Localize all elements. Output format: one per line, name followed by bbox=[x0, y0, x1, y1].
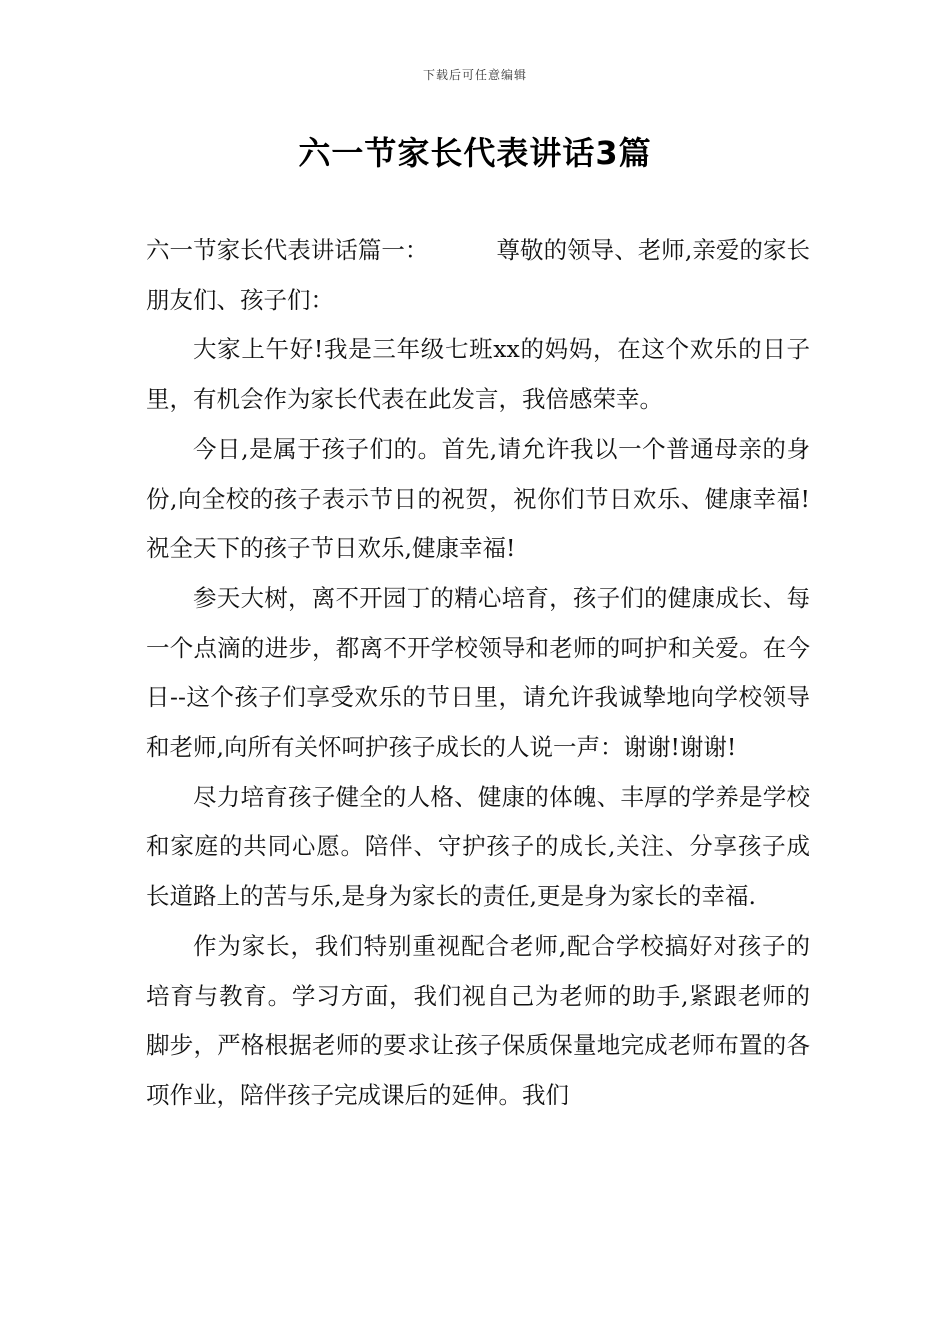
section-label: 六一节家长代表讲话篇一： bbox=[146, 236, 429, 264]
paragraph-thanks: 参天大树，离不开园丁的精心培育，孩子们的健康成长、每一个点滴的进步，都离不开学校领导和老师的呵护和关爱。在今日--这个孩子们享受欢乐的节日里，请允许我诚挚地向学校领导和老师,向所有关怀呵护孩子成长的人说一声：谢谢!谢谢! bbox=[146, 583, 810, 762]
header-note: 下载后可任意编辑 bbox=[422, 68, 527, 82]
opening-paragraph bbox=[146, 226, 810, 325]
paragraph-greeting: 大家上午好!我是三年级七班xx的妈妈，在这个欢乐的日子里，有机会作为家长代表在此发言，我倍感荣幸。 bbox=[146, 335, 810, 414]
paragraph-parent-role: 作为家长，我们特别重视配合老师,配合学校搞好对孩子的培育与教育。学习方面，我们视自己为老师的助手,紧跟老师的脚步，严格根据老师的要求让孩子保质保量地完成老师布置的各项作业，陪伴孩子完成课后的延伸。我们 bbox=[146, 931, 810, 1109]
paragraph-shared-wish: 尽力培育孩子健全的人格、健康的体魄、丰厚的学养是学校和家庭的共同心愿。陪伴、守护孩子的成长,关注、分享孩子成长道路上的苦与乐,是身为家长的责任,更是身为家长的幸福. bbox=[146, 782, 810, 911]
document-body bbox=[146, 226, 810, 1121]
salutation: 尊敬的领导、老师,亲爱的家长朋友们、孩子们： bbox=[146, 236, 810, 314]
document-title: 六一节家长代表讲话3篇 bbox=[298, 134, 652, 172]
paragraph-children-day: 今日,是属于孩子们的。首先,请允许我以一个普通母亲的身份,向全校的孩子表示节日的祝贺，祝你们节日欢乐、健康幸福!祝全天下的孩子节日欢乐,健康幸福! bbox=[146, 434, 810, 563]
